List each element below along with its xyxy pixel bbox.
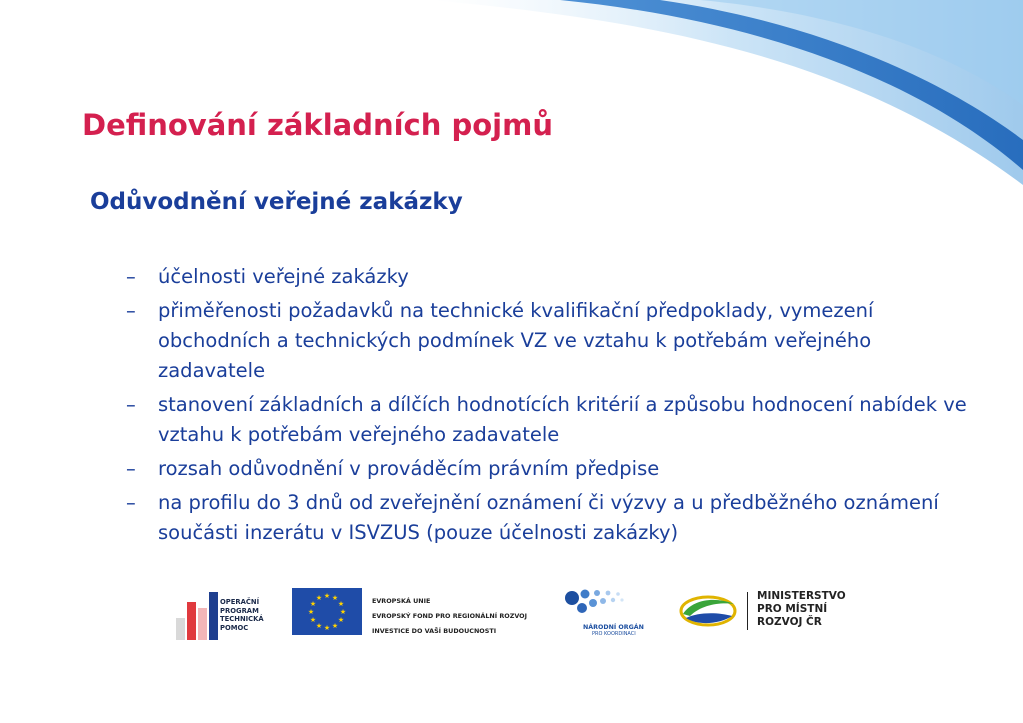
bullet-dash: – [126,299,136,322]
svg-text:★: ★ [307,608,315,616]
slide-title: Definování základních pojmů [82,108,553,142]
slide-subtitle: Odůvodnění veřejné zakázky [90,189,463,215]
list-item [120,390,980,450]
optp-bar-icon [176,618,185,640]
eu-line: EVROPSKÁ UNIE [372,597,431,605]
narodni-organ-title: NÁRODNÍ ORGÁN [583,624,644,631]
svg-text:★: ★ [309,600,317,608]
eu-text [372,594,527,639]
list-item [120,488,980,548]
eu-flag-icon [292,588,362,635]
bullet-text: účelnosti veřejné zakázky [158,265,409,288]
optp-bar-icon [209,592,218,640]
optp-line: POMOC [220,623,249,632]
svg-text:★: ★ [309,616,317,624]
svg-text:★: ★ [315,594,323,602]
svg-text:★: ★ [323,624,331,632]
mmr-emblem-icon [678,590,740,630]
optp-line: TECHNICKÁ [220,615,264,623]
optp-bar-icon [198,608,207,640]
optp-bar-icon [187,602,196,640]
optp-line: OPERAČNÍ [220,598,260,606]
bullet-text: přiměřenosti požadavků na technické kvalifikační předpoklady, vymezení obchodních a technických podmínek VZ ve vztahu k potřebám veřejného zadavatele [158,299,874,382]
mmr-line: ROZVOJ ČR [757,616,822,628]
bullet-text: rozsah odůvodnění v prováděcím právním předpise [158,457,660,480]
narodni-organ-sub: PRO KOORDINACI [592,631,636,637]
optp-line: PROGRAM [220,606,259,615]
list-item [120,454,980,484]
mmr-line: MINISTERSTVO [757,590,846,602]
logo-strip [0,580,1023,650]
svg-text:★: ★ [323,592,331,600]
svg-text:★: ★ [331,594,339,602]
optp-logo [176,588,286,640]
bullet-list [120,262,980,552]
svg-text:★: ★ [331,622,339,630]
mmr-line: PRO MÍSTNÍ [757,603,828,615]
list-item [120,296,980,386]
bullet-dash: – [126,491,136,514]
eu-line: INVESTICE DO VAŠÍ BUDOUCNOSTI [372,627,497,635]
svg-text:★: ★ [337,616,345,624]
svg-text:★: ★ [339,608,347,616]
eu-line: EVROPSKÝ FOND PRO REGIONÁLNÍ ROZVOJ [372,612,527,620]
svg-text:★: ★ [337,600,345,608]
list-item [120,262,980,292]
svg-text:★: ★ [315,622,323,630]
bullet-text: stanovení základních a dílčích hodnotících kritérií a způsobu hodnocení nabídek ve vztahu k potřebám veřejného zadavatele [158,393,967,446]
bullet-dash: – [126,393,136,416]
bullet-text: na profilu do 3 dnů od zveřejnění oznámení či výzvy a u předběžného oznámení součásti inzerátu v ISVZUS (pouze účelnosti zakázky) [158,491,939,544]
mmr-text [757,590,846,629]
bullet-dash: – [126,265,136,288]
optp-text [220,598,264,632]
mmr-divider [747,592,748,630]
bullet-dash: – [126,457,136,480]
